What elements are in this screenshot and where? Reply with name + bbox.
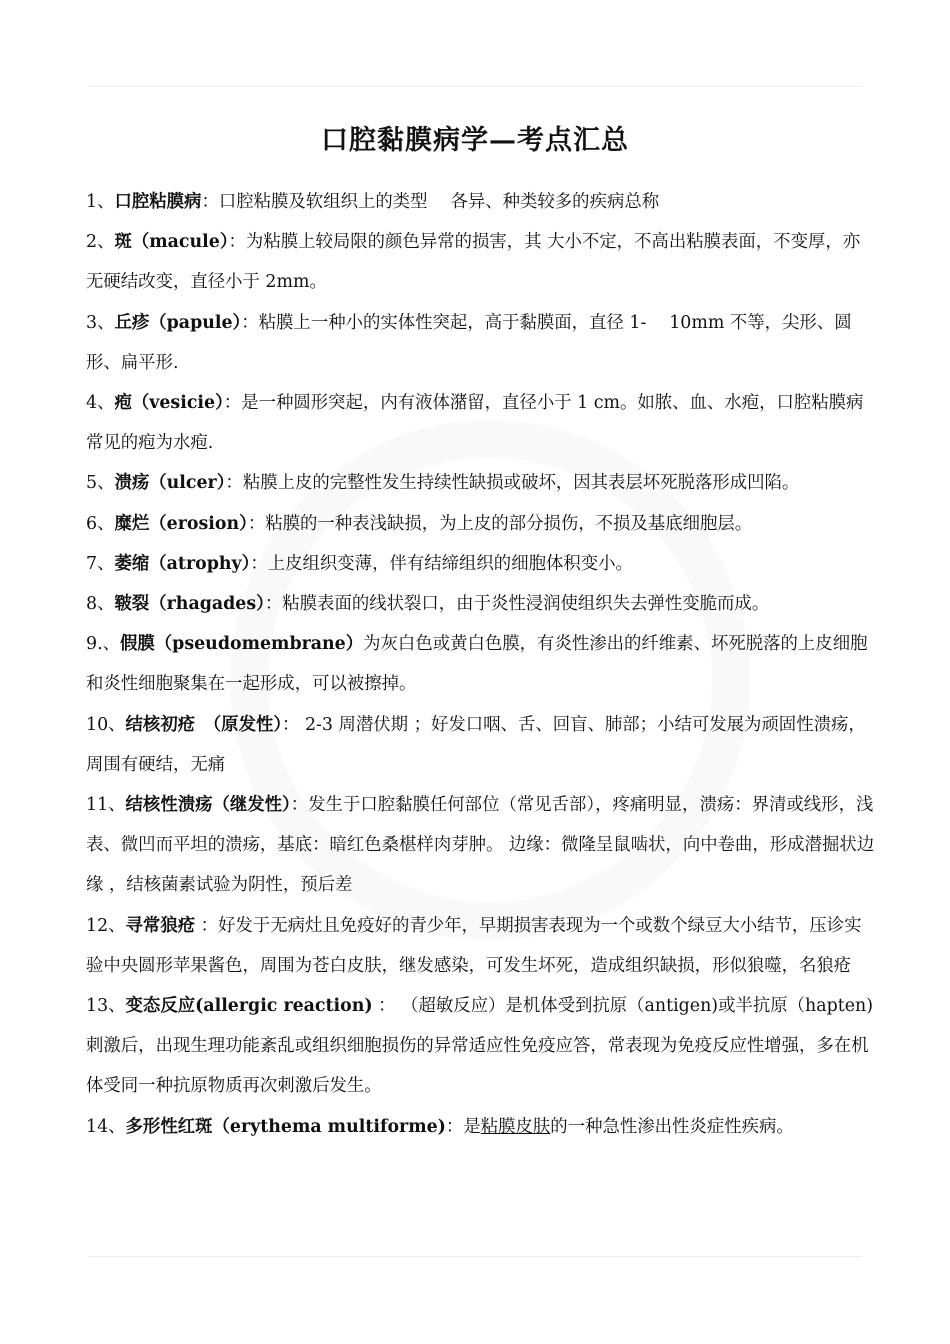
item-text: 粘膜表面的线状裂口，由于炎性浸润使组织失去弹性变脆而成。 <box>282 594 770 615</box>
item-term: 丘疹（papule） <box>114 312 242 333</box>
item-number: 1、 <box>86 192 115 212</box>
item-number: 7、 <box>86 553 115 574</box>
list-item <box>86 785 876 906</box>
item-text: 是 <box>463 1116 481 1137</box>
item-term: 假膜（pseudomembrane） <box>119 634 364 655</box>
item-text: 为灰白色或黄白色膜，有炎性渗出的纤维素、坏死脱落的上皮细胞和炎性细胞聚集在一起形成，可以被擦掉。 <box>86 634 868 695</box>
terms-list <box>86 182 876 1147</box>
item-number: 8、 <box>86 594 115 615</box>
list-item <box>86 986 876 1107</box>
item-separator: ： <box>264 594 283 615</box>
item-separator: ： <box>247 513 266 534</box>
item-term: 寻常狼疮 <box>125 915 196 936</box>
item-separator: ： <box>195 915 219 936</box>
item-text-continued: 的一种急性渗出性炎症性疾病。 <box>550 1116 794 1137</box>
list-item <box>86 303 876 383</box>
item-term: 结核初疮 （原发性） <box>125 714 283 735</box>
item-term: 糜烂（erosion） <box>114 513 248 534</box>
item-separator: ： <box>241 312 259 333</box>
item-separator: ： <box>372 996 396 1017</box>
item-number: 12、 <box>86 915 126 936</box>
item-text: 粘膜的一种表浅缺损，为上皮的部分损伤，不损及基底细胞层。 <box>265 513 753 534</box>
list-item <box>86 463 876 503</box>
item-number: 6、 <box>86 513 115 534</box>
item-term: 疱（vesicie） <box>114 393 224 414</box>
item-number: 11、 <box>86 795 126 816</box>
item-number: 2、 <box>86 232 115 253</box>
list-item <box>86 222 876 302</box>
item-number: 10、 <box>86 714 126 735</box>
list-item <box>86 544 876 584</box>
item-term: 萎缩（atrophy） <box>114 553 251 574</box>
item-term: 皲裂（rhagades） <box>114 594 265 615</box>
item-separator: ： <box>250 553 268 574</box>
list-item <box>86 504 876 544</box>
list-item <box>86 906 876 986</box>
item-term: 结核性溃疡（继发性） <box>125 795 291 816</box>
page-title: 口腔黏膜病学—考点汇总 <box>321 125 629 156</box>
item-term: 变态反应(allergic reaction) <box>125 996 373 1017</box>
item-text: 为粘膜上较局限的颜色异常的损害，其 大小不定，不高出粘膜表面，不变厚，亦无硬结改变，直径小于 2mm。 <box>86 232 861 293</box>
item-underlined-text: 粘膜皮肤 <box>480 1116 551 1137</box>
item-separator: ： <box>223 393 242 414</box>
item-separator: ： <box>201 192 219 212</box>
item-text: 2-3 周潜伏期 ；好发口咽、舌、回盲、肺部；小结可发展为顽固性溃疡，周围有硬结，无痛 <box>86 714 866 775</box>
item-text: （超敏反应）是机体受到抗原（antigen)或半抗原（hapten) 刺激后，出现生理功能紊乱或组织细胞损伤的异常适应性免疫应答，常表现为免疫反应性增强，多在机体受同一种抗原物质再次刺激后发生。 <box>86 996 874 1097</box>
item-term: 多形性红斑（erythema multiforme) <box>125 1116 446 1137</box>
item-separator: ： <box>228 232 246 253</box>
bottom-rule <box>88 1256 862 1257</box>
item-number: 9.、 <box>86 634 120 655</box>
item-number: 5、 <box>86 473 115 494</box>
list-item <box>86 1107 876 1147</box>
item-number: 4、 <box>86 393 115 414</box>
item-term: 口腔粘膜病 <box>114 192 202 212</box>
item-number: 14、 <box>86 1116 126 1137</box>
item-text: 好发于无病灶且免疫好的青少年，早期损害表现为一个或数个绿豆大小结节，压诊实验中央圆形苹果酱色，周围为苍白皮肤，继发感染，可发生坏死，造成组织缺损，形似狼噬，名狼疮 <box>86 915 862 976</box>
item-number: 3、 <box>86 312 115 333</box>
item-separator: ： <box>225 473 243 494</box>
item-text: 口腔粘膜及软组织上的类型 各异、种类较多的疾病总称 <box>218 192 660 212</box>
item-text: 发生于口腔黏膜任何部位（常见舌部），疼痛明显，溃疡：界清或线形，浅表、微凹而平坦的溃疡，基底：暗红色桑椹样肉芽肿。 边缘：微隆呈鼠啮状，向中卷曲，形成潜掘状边缘 ，结核菌素试验为阴性，预后差 <box>86 795 875 896</box>
list-item <box>86 624 876 704</box>
item-term: 溃疡（ulcer） <box>114 473 226 494</box>
top-rule <box>88 86 862 87</box>
item-text: 粘膜上皮的完整性发生持续性缺损或破坏，因其表层坏死脱落形成凹陷。 <box>242 473 800 494</box>
list-item <box>86 383 876 463</box>
item-separator: ： <box>445 1116 464 1137</box>
item-text: 上皮组织变薄，伴有结缔组织的细胞体积变小。 <box>267 553 633 574</box>
item-separator: ： <box>290 795 309 816</box>
item-text: 是一种圆形突起，内有液体潴留，直径小于 1 cm。如脓、血、水疱，口腔粘膜病常见的疱为水疱. <box>86 393 864 454</box>
item-separator: ： <box>282 714 300 735</box>
list-item <box>86 182 876 222</box>
list-item <box>86 705 876 785</box>
item-number: 13、 <box>86 996 126 1017</box>
item-term: 斑（macule） <box>114 232 229 253</box>
item-text: 粘膜上一种小的实体性突起，高于黏膜面，直径 1- 10mm 不等，尖形、圆形、扁平形. <box>86 312 852 373</box>
list-item <box>86 584 876 624</box>
